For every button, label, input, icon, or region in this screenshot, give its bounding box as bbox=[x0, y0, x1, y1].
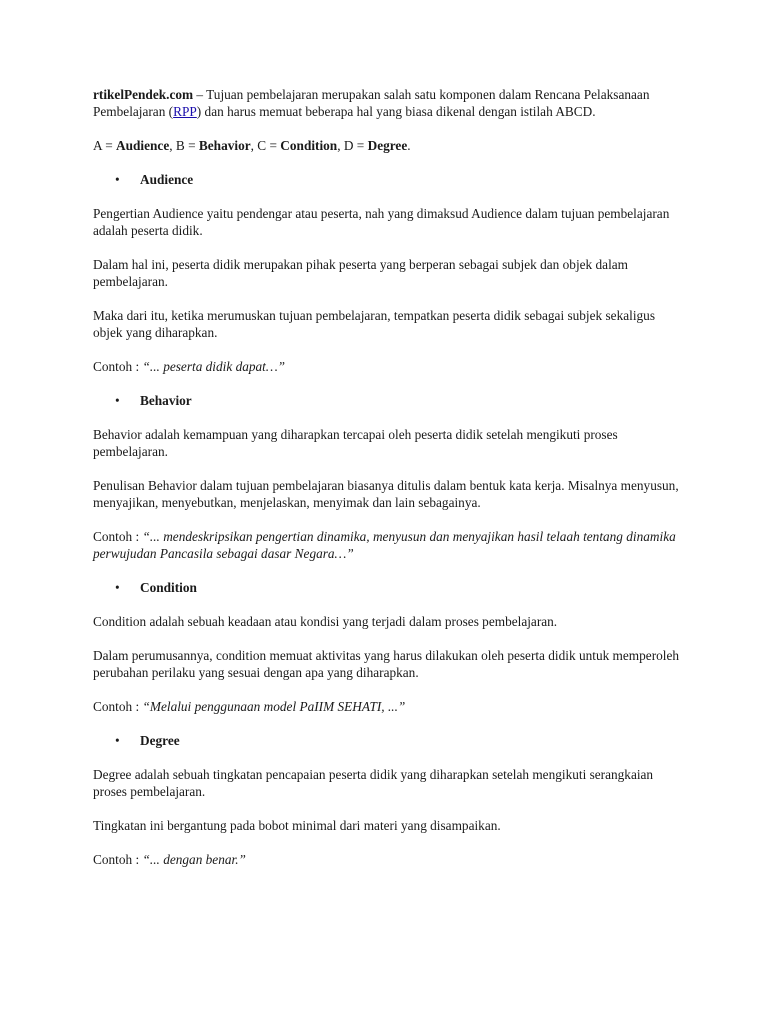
abcd-behavior: Behavior bbox=[198, 138, 251, 153]
example-label: Contoh : bbox=[93, 699, 143, 714]
example-label: Contoh : bbox=[93, 359, 143, 374]
intro-text-a: – Tujuan pembelajaran merupakan salah satu komponen dalam Rencana Pelaksanaan Pembelajaran ( bbox=[93, 87, 650, 119]
heading-text: Condition bbox=[140, 580, 197, 595]
paragraph: Maka dari itu, ketika merumuskan tujuan pembelajaran, tempatkan peserta didik sebagai subjek sekaligus objek yang diharapkan. bbox=[93, 308, 655, 340]
abcd-degree: Degree bbox=[367, 138, 408, 153]
example-label: Contoh : bbox=[93, 852, 143, 867]
bullet-icon: • bbox=[115, 733, 120, 748]
heading-item bbox=[93, 732, 683, 749]
abcd-definition bbox=[93, 137, 683, 154]
section-heading-degree bbox=[93, 732, 683, 749]
abcd-c-prefix: , C = bbox=[250, 138, 281, 153]
abcd-condition: Condition bbox=[280, 138, 338, 153]
example-text: “... dengan benar.” bbox=[142, 852, 246, 867]
example bbox=[93, 698, 683, 715]
intro-paragraph bbox=[93, 86, 683, 120]
heading-text: Behavior bbox=[140, 393, 192, 408]
site-name: rtikelPendek.com bbox=[93, 87, 194, 102]
example-text: “... peserta didik dapat…” bbox=[142, 359, 286, 374]
paragraph: Tingkatan ini bergantung pada bobot minimal dari materi yang disampaikan. bbox=[93, 818, 501, 833]
bullet-icon: • bbox=[115, 172, 120, 187]
section-heading-behavior bbox=[93, 392, 683, 409]
paragraph: Dalam perumusannya, condition memuat aktivitas yang harus dilakukan oleh peserta didik untuk memperoleh perubahan perilaku yang sesuai dengan apa yang diharapkan. bbox=[93, 648, 680, 680]
section-heading-audience bbox=[93, 171, 683, 188]
example-text: “... mendeskripsikan pengertian dinamika, menyusun dan menyajikan hasil telaah tentang dinamika perwujudan Pancasila sebagai dasar Negara…” bbox=[93, 529, 676, 561]
intro-text-b: ) dan harus memuat beberapa hal yang biasa dikenal dengan istilah ABCD. bbox=[196, 104, 596, 119]
paragraph: Penulisan Behavior dalam tujuan pembelajaran biasanya ditulis dalam bentuk kata kerja. Misalnya menyusun, menyajikan, menyebutkan, menjelaskan, menyimak dan lain sebagainya. bbox=[93, 478, 679, 510]
example-text: “Melalui penggunaan model PaIIM SEHATI, ...” bbox=[142, 699, 406, 714]
paragraph: Dalam hal ini, peserta didik merupakan pihak peserta yang berperan sebagai subjek dan objek dalam pembelajaran. bbox=[93, 257, 629, 289]
paragraph: Behavior adalah kemampuan yang diharapkan tercapai oleh peserta didik setelah mengikuti proses pembelajaran. bbox=[93, 427, 618, 459]
example-label: Contoh : bbox=[93, 529, 143, 544]
section-heading-condition bbox=[93, 579, 683, 596]
example bbox=[93, 851, 683, 868]
paragraph: Pengertian Audience yaitu pendengar atau peserta, nah yang dimaksud Audience dalam tujuan pembelajaran adalah peserta didik. bbox=[93, 206, 670, 238]
heading-item bbox=[93, 579, 683, 596]
abcd-end: . bbox=[407, 138, 411, 153]
abcd-d-prefix: , D = bbox=[337, 138, 368, 153]
bullet-icon: • bbox=[115, 580, 120, 595]
abcd-b-prefix: , B = bbox=[169, 138, 199, 153]
bullet-icon: • bbox=[115, 393, 120, 408]
abcd-a-prefix: A = bbox=[93, 138, 117, 153]
heading-text: Degree bbox=[140, 733, 180, 748]
example bbox=[93, 358, 683, 375]
heading-item bbox=[93, 171, 683, 188]
article-body bbox=[93, 86, 683, 885]
abcd-audience: Audience bbox=[116, 138, 170, 153]
heading-item bbox=[93, 392, 683, 409]
example bbox=[93, 528, 683, 562]
paragraph: Degree adalah sebuah tingkatan pencapaian peserta didik yang diharapkan setelah mengikuti serangkaian proses pembelajaran. bbox=[93, 767, 654, 799]
paragraph: Condition adalah sebuah keadaan atau kondisi yang terjadi dalam proses pembelajaran. bbox=[93, 614, 558, 629]
heading-text: Audience bbox=[140, 172, 194, 187]
rpp-link[interactable]: RPP bbox=[173, 104, 197, 119]
